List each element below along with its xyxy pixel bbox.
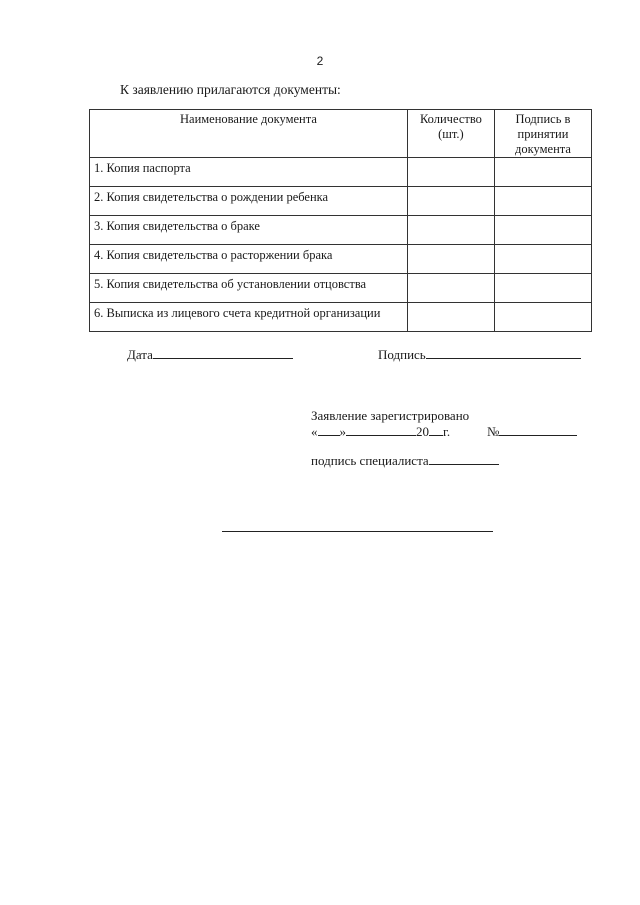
quantity-cell[interactable] (407, 303, 494, 332)
header-document-name: Наименование документа (90, 110, 408, 158)
month-blank[interactable] (346, 423, 416, 436)
document-name-cell: 2. Копия свидетельства о рождении ребенка (90, 187, 408, 216)
document-name-cell: 1. Копия паспорта (90, 158, 408, 187)
date-label: Дата (127, 347, 153, 362)
table-row (90, 303, 592, 332)
number-label: № (487, 424, 500, 439)
specialist-blank[interactable] (429, 452, 499, 465)
attachments-intro: К заявлению прилагаются документы: (120, 82, 341, 97)
attachments-table (89, 109, 592, 332)
signature-blank[interactable] (426, 346, 581, 359)
year-blank[interactable] (429, 423, 443, 436)
document-name-cell: 4. Копия свидетельства о расторжении брака (90, 245, 408, 274)
year-suffix: г. (443, 424, 451, 439)
table-row (90, 187, 592, 216)
number-blank[interactable] (499, 423, 577, 436)
signature-label: Подпись (378, 347, 426, 362)
quantity-cell[interactable] (407, 216, 494, 245)
document-name-cell: 6. Выписка из лицевого счета кредитной организации (90, 303, 408, 332)
specialist-signature-field (311, 452, 499, 469)
date-field (127, 346, 293, 363)
signature-cell[interactable] (494, 274, 591, 303)
registration-number-field (487, 423, 577, 440)
document-name-cell: 5. Копия свидетельства об установлении отцовства (90, 274, 408, 303)
header-quantity: Количество (шт.) (407, 110, 494, 158)
registration-date-line (311, 423, 450, 440)
table-row (90, 216, 592, 245)
table-row (90, 158, 592, 187)
date-blank[interactable] (153, 346, 293, 359)
signature-field (378, 346, 581, 363)
page-number: 2 (316, 54, 324, 68)
document-name-cell: 3. Копия свидетельства о браке (90, 216, 408, 245)
close-quote: » (339, 424, 346, 439)
header-signature: Подпись в принятии документа (494, 110, 591, 158)
signature-cell[interactable] (494, 245, 591, 274)
registration-title: Заявление зарегистрировано (311, 408, 470, 423)
signature-cell[interactable] (494, 303, 591, 332)
table-header-row (90, 110, 592, 158)
specialist-label: подпись специалиста (311, 453, 429, 468)
open-quote: « (311, 424, 318, 439)
quantity-cell[interactable] (407, 274, 494, 303)
quantity-cell[interactable] (407, 245, 494, 274)
year-prefix: 20 (416, 424, 429, 439)
signature-cell[interactable] (494, 158, 591, 187)
separator-line (222, 531, 493, 532)
quantity-cell[interactable] (407, 158, 494, 187)
quantity-cell[interactable] (407, 187, 494, 216)
table-row (90, 245, 592, 274)
day-blank[interactable] (318, 423, 340, 436)
signature-cell[interactable] (494, 216, 591, 245)
table-row (90, 274, 592, 303)
signature-cell[interactable] (494, 187, 591, 216)
